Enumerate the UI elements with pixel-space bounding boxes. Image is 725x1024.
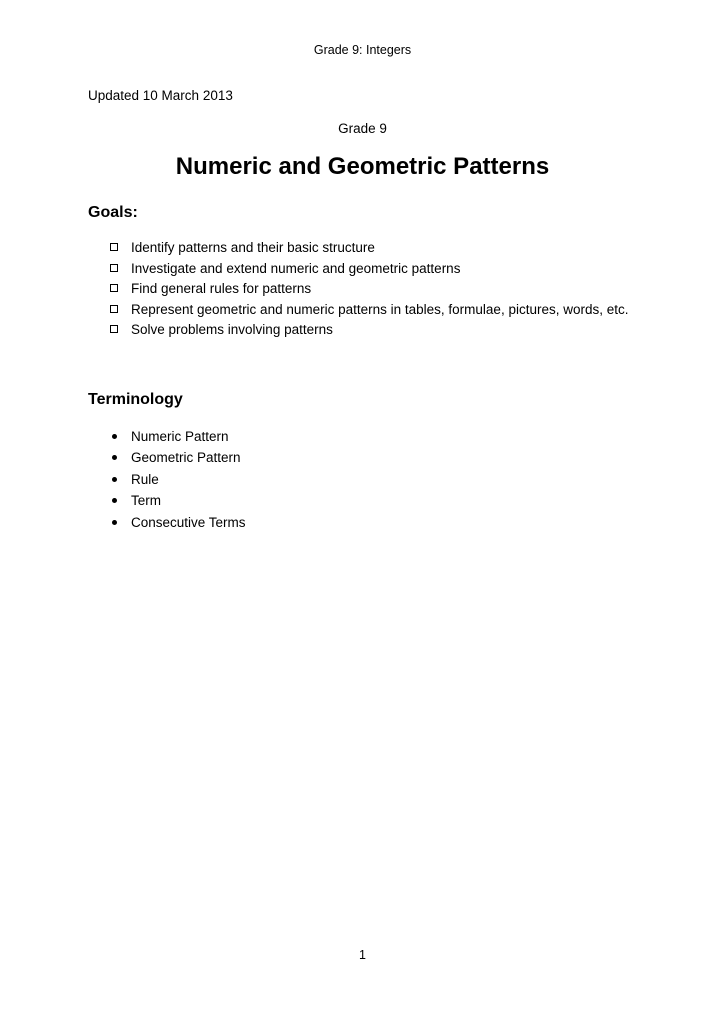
page-title: Numeric and Geometric Patterns	[175, 153, 550, 180]
terminology-item	[108, 469, 246, 490]
terminology-item	[108, 490, 246, 511]
goals-list	[108, 238, 628, 341]
bullet-icon	[112, 434, 117, 439]
checkbox-icon	[110, 325, 118, 333]
bullet-icon	[112, 477, 117, 482]
terminology-item-text: Consecutive Terms	[131, 514, 246, 530]
checkbox-icon	[110, 264, 118, 272]
goal-item-text: Solve problems involving patterns	[131, 322, 333, 338]
page-number: 1	[359, 948, 366, 962]
checkbox-icon	[110, 305, 118, 313]
terminology-item-text: Rule	[131, 471, 159, 487]
terminology-item	[108, 447, 246, 468]
grade-label: Grade 9	[338, 121, 387, 136]
goal-item-text: Represent geometric and numeric patterns in tables, formulae, pictures, words, etc.	[131, 301, 629, 317]
bullet-icon	[112, 520, 117, 525]
terminology-item-text: Geometric Pattern	[131, 450, 241, 466]
updated-date: Updated 10 March 2013	[88, 88, 233, 103]
goal-item-text: Investigate and extend numeric and geometric patterns	[131, 260, 461, 276]
checkbox-icon	[110, 284, 118, 292]
terminology-item-text: Term	[131, 493, 161, 509]
bullet-icon	[112, 455, 117, 460]
bullet-icon	[112, 498, 117, 503]
goal-item	[108, 238, 628, 259]
goal-item-text: Find general rules for patterns	[131, 281, 312, 297]
goals-heading: Goals:	[88, 204, 138, 221]
checkbox-icon	[110, 243, 118, 251]
terminology-item	[108, 426, 246, 447]
page-header: Grade 9: Integers	[313, 43, 412, 57]
goal-item-text: Identify patterns and their basic structure	[131, 240, 375, 255]
goal-item	[108, 320, 628, 341]
terminology-item-text: Numeric Pattern	[131, 429, 229, 444]
goal-item	[108, 259, 628, 280]
goal-item	[108, 300, 628, 321]
terminology-heading: Terminology	[88, 391, 183, 408]
terminology-list	[108, 426, 246, 533]
goal-item	[108, 279, 628, 300]
terminology-item	[108, 512, 246, 533]
